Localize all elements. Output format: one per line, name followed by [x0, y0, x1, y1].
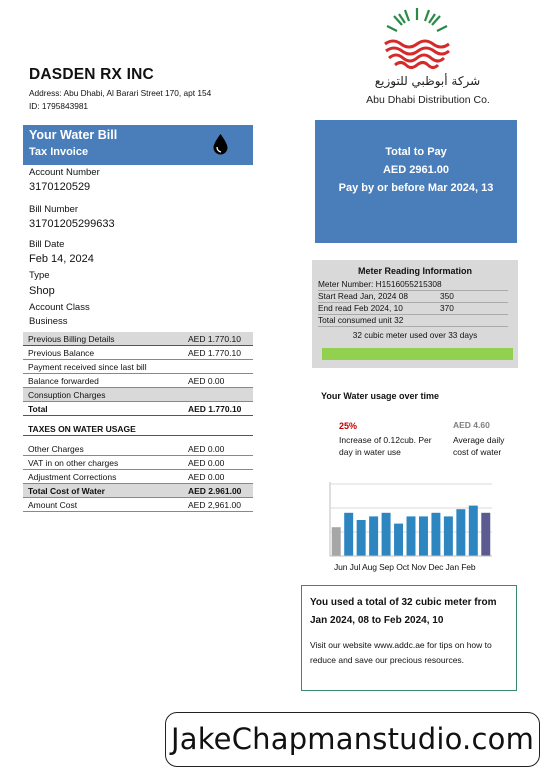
total-consumed: Total consumed unit 32: [318, 314, 508, 327]
table-row: [23, 346, 253, 360]
row-value: AED 0.00: [185, 374, 253, 388]
bill-date: Feb 14, 2024: [29, 253, 94, 265]
account-class-value: Business: [29, 316, 68, 327]
chart-bar: [357, 520, 366, 556]
chart-bar: [369, 516, 378, 556]
increase-description: Increase of 0.12cub. Per day in water use: [339, 435, 432, 457]
row-label: VAT in on other charges: [23, 456, 185, 470]
logo-arabic-text: شركة أبوظبي للتوزيع: [374, 74, 481, 88]
table-row: [23, 360, 253, 374]
row-label: Total: [23, 402, 185, 416]
bill-number-label: Bill Number: [29, 204, 79, 215]
logo-english-text: Abu Dhabi Distribution Co.: [366, 94, 490, 106]
account-number-label: Account Number: [29, 167, 100, 178]
increase-percent: 25%: [339, 421, 358, 431]
company-id: ID: 1795843981: [29, 101, 89, 111]
meter-title: Meter Reading Information: [357, 266, 472, 276]
chart-month-labels: Jun Jul Aug Sep Oct Nov Dec Jan Feb: [334, 562, 476, 572]
start-read-label: Start Read Jan, 2024 08: [318, 291, 408, 301]
row-value: AED 0.00: [185, 442, 253, 456]
chart-bar: [419, 516, 428, 556]
end-read-value: 370: [440, 303, 454, 313]
row-label: Other Charges: [23, 442, 185, 456]
company-name: DASDEN RX INC: [29, 66, 154, 83]
chart-bar: [382, 513, 391, 556]
summary-headline: You used a total of 32 cubic meter from Jan 2024, 08 to Feb 2024, 10: [310, 597, 497, 626]
table-row: [23, 332, 253, 346]
row-value: AED 1.770.10: [185, 402, 253, 416]
total-to-pay-box: [315, 120, 517, 243]
usage-title: Your Water usage over time: [321, 391, 440, 401]
row-value: AED 2,961.00: [185, 498, 253, 512]
chart-bar: [444, 516, 453, 556]
meter-reading-box: [312, 260, 518, 368]
row-value: AED 0.00: [185, 470, 253, 484]
meter-number: Meter Number: H1516055215308: [318, 278, 508, 291]
row-label: Balance forwarded: [23, 374, 185, 388]
water-drop-icon: [212, 133, 229, 155]
addc-logo: [365, 6, 490, 106]
summary-tip: Visit our website www.addc.ae for tips on how to reduce and save our precious resources.: [310, 640, 492, 665]
account-class-label: Account Class: [29, 302, 90, 313]
row-label: Total Cost of Water: [23, 484, 185, 498]
row-value: AED 0.00: [185, 456, 253, 470]
type-label: Type: [29, 270, 50, 281]
table-row: [23, 456, 253, 470]
row-label: Previous Balance: [23, 346, 185, 360]
chart-bar: [481, 513, 490, 556]
row-value: AED 1.770.10: [185, 346, 253, 360]
chart-bar: [469, 506, 478, 556]
billing-table: [23, 332, 253, 512]
bill-title: Your Water Bill: [29, 128, 118, 142]
row-label: Previous Billing Details: [23, 332, 185, 346]
bill-date-label: Bill Date: [29, 239, 65, 250]
table-row: [23, 402, 253, 416]
payment-due-date: Pay by or before Mar 2024, 13: [338, 182, 494, 194]
usage-bar-chart: [326, 480, 496, 560]
row-value: [185, 388, 253, 402]
table-row: [23, 374, 253, 388]
table-row: [23, 470, 253, 484]
addc-logo-mark-icon: [365, 6, 490, 76]
type-value: Shop: [29, 285, 55, 297]
bill-number: 31701205299633: [29, 218, 115, 230]
table-row: [23, 442, 253, 456]
chart-bar: [394, 524, 403, 556]
row-label: Adjustment Corrections: [23, 470, 185, 484]
row-label: Amount Cost: [23, 498, 185, 512]
end-read-label: End read Feb 2024, 10: [318, 303, 403, 313]
table-row: [23, 422, 253, 436]
chart-bar: [344, 513, 353, 556]
total-to-pay-title: Total to Pay: [385, 146, 447, 158]
chart-bar: [431, 513, 440, 556]
company-address: Address: Abu Dhabi, Al Barari Street 170, apt 154: [29, 88, 212, 98]
row-label: Consuption Charges: [23, 388, 185, 402]
bill-subtitle: Tax Invoice: [29, 146, 89, 158]
average-cost-description: Average daily cost of water: [453, 435, 505, 457]
start-read-value: 350: [440, 291, 454, 301]
table-row: [23, 388, 253, 402]
account-number: 3170120529: [29, 181, 91, 193]
row-value: [185, 360, 253, 374]
table-row: [23, 484, 253, 498]
chart-bar: [407, 516, 416, 556]
chart-bar: [332, 527, 341, 556]
row-value: AED 2.961.00: [185, 484, 253, 498]
usage-summary-box: [301, 585, 517, 691]
water-bill-header: [23, 125, 253, 165]
taxes-header: TAXES ON WATER USAGE: [23, 422, 253, 436]
total-to-pay-amount: AED 2961.00: [382, 164, 450, 176]
row-value: AED 1.770.10: [185, 332, 253, 346]
watermark: JakeChapmanstudio.com: [165, 712, 540, 767]
row-label: Payment received since last bill: [23, 360, 185, 374]
table-row: [23, 498, 253, 512]
chart-bar: [456, 509, 465, 556]
usage-progress-bar: [322, 348, 513, 360]
usage-note: 32 cubic meter used over 33 days: [352, 330, 478, 340]
average-cost: AED 4.60: [453, 420, 490, 430]
